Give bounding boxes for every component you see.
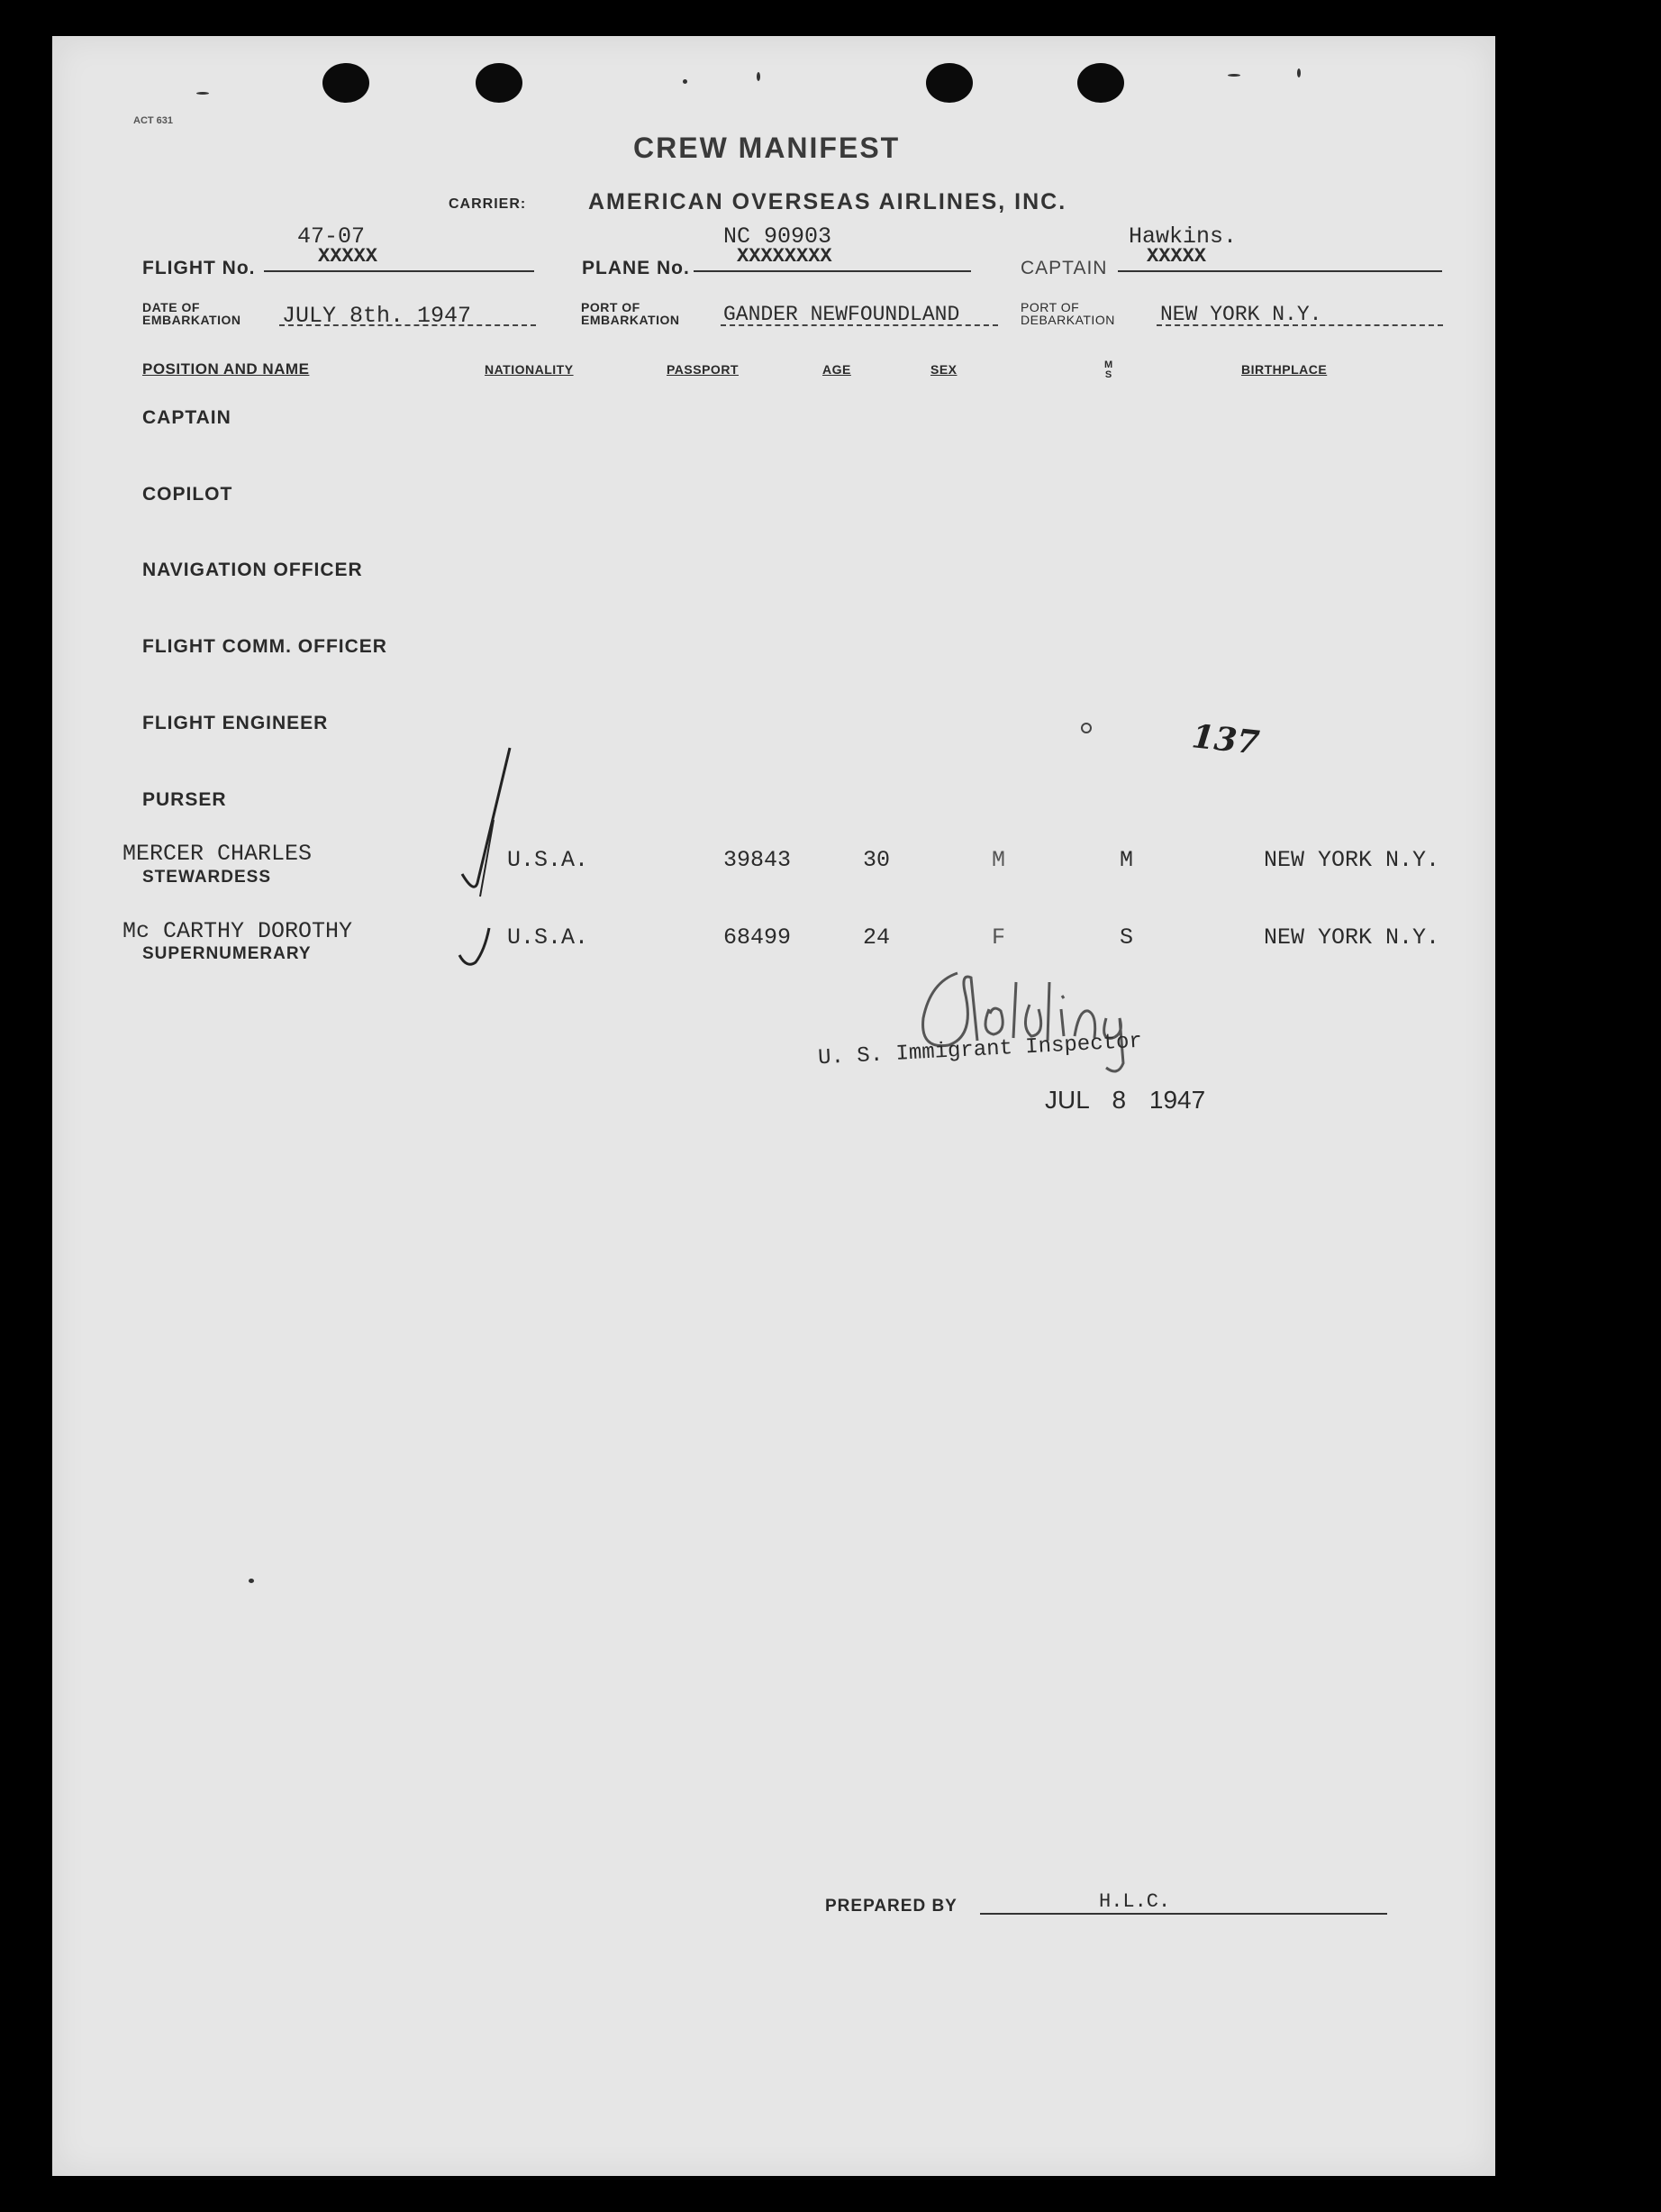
- manifest-page: [52, 36, 1495, 2176]
- crew-birthplace: NEW YORK N.Y.: [1264, 847, 1440, 873]
- speck: [757, 72, 760, 81]
- inspector-title: U. S. Immigrant Inspector: [817, 1029, 1143, 1071]
- crew-age: 24: [863, 924, 891, 951]
- col-marital-status: [1104, 360, 1112, 380]
- plane-struck: XXXXXXXX: [737, 245, 832, 268]
- col-ms-bottom: S: [1104, 369, 1112, 380]
- position-copilot: COPILOT: [142, 484, 233, 505]
- plane-label: PLANE No.: [582, 258, 690, 278]
- port-debarkation: NEW YORK N.Y.: [1160, 303, 1322, 326]
- speck: [196, 92, 209, 95]
- col-position-name: POSITION AND NAME: [142, 360, 310, 378]
- crew-passport: 39843: [723, 847, 792, 873]
- port-dis-underline: [1157, 324, 1443, 326]
- page-title: CREW MANIFEST: [633, 132, 901, 164]
- col-sex: SEX: [930, 362, 958, 377]
- crew-nationality: U.S.A.: [507, 924, 589, 951]
- speck: [249, 1579, 254, 1583]
- flight-label: FLIGHT No.: [142, 258, 256, 278]
- date-label-top: DATE OF: [142, 300, 200, 314]
- col-passport: PASSPORT: [667, 362, 739, 377]
- flight-number: 47-07: [297, 223, 366, 250]
- flight-struck: XXXXX: [318, 245, 378, 268]
- crew-sex: M: [992, 847, 1006, 873]
- embarkation-date: JULY 8th. 1947: [282, 303, 472, 329]
- inspector-date-stamp: JUL 8 1947: [1045, 1086, 1206, 1114]
- punch-hole: [322, 63, 369, 103]
- position-captain: CAPTAIN: [142, 407, 231, 428]
- plane-number: NC 90903: [723, 223, 832, 250]
- crew-nationality: U.S.A.: [507, 847, 589, 873]
- port-embarkation: GANDER NEWFOUNDLAND: [723, 303, 960, 326]
- port-embarkation-label: [581, 301, 679, 326]
- col-ms-top: M: [1104, 360, 1113, 370]
- port-debarkation-label: [1021, 301, 1115, 326]
- flight-underline: [264, 270, 534, 272]
- speck: [1297, 68, 1301, 77]
- crew-marital-status: M: [1120, 847, 1134, 873]
- crew-name: Mc CARTHY DOROTHY: [123, 918, 353, 944]
- position-flight-comm-officer: FLIGHT COMM. OFFICER: [142, 636, 387, 657]
- crew-name: MERCER CHARLES: [123, 841, 313, 867]
- carrier-name: AMERICAN OVERSEAS AIRLINES, INC.: [588, 189, 1067, 214]
- col-nationality: NATIONALITY: [485, 362, 574, 377]
- prepared-by-value: H.L.C.: [1099, 1890, 1171, 1913]
- speck: [1081, 723, 1092, 733]
- crew-passport: 68499: [723, 924, 792, 951]
- col-age: AGE: [822, 362, 851, 377]
- carrier-label: CARRIER:: [449, 196, 527, 212]
- crew-position: SUPERNUMERARY: [142, 944, 312, 963]
- speck: [683, 79, 687, 84]
- port-emb-label-top: PORT OF: [581, 300, 640, 314]
- page-number: 137: [1190, 717, 1262, 762]
- crew-sex: F: [992, 924, 1006, 951]
- position-flight-engineer: FLIGHT ENGINEER: [142, 713, 329, 733]
- prepared-by-label: PREPARED BY: [825, 1897, 958, 1916]
- position-navigation-officer: NAVIGATION OFFICER: [142, 560, 363, 580]
- port-emb-underline: [721, 324, 998, 326]
- port-dis-label-top: PORT OF: [1021, 300, 1080, 314]
- captain-name: Hawkins.: [1129, 223, 1238, 250]
- port-dis-label-bottom: DEBARKATION: [1021, 313, 1115, 327]
- col-birthplace: BIRTHPLACE: [1241, 362, 1328, 377]
- captain-label: CAPTAIN: [1021, 258, 1108, 278]
- crew-birthplace: NEW YORK N.Y.: [1264, 924, 1440, 951]
- crew-age: 30: [863, 847, 891, 873]
- form-code: ACT 631: [133, 115, 174, 126]
- plane-underline: [694, 270, 971, 272]
- captain-struck: XXXXX: [1147, 245, 1207, 268]
- date-underline: [279, 324, 536, 326]
- punch-hole: [476, 63, 522, 103]
- date-label-bottom: EMBARKATION: [142, 313, 241, 327]
- punch-hole: [926, 63, 973, 103]
- speck: [1228, 74, 1240, 77]
- crew-position: STEWARDESS: [142, 868, 272, 887]
- date-label: [142, 301, 241, 326]
- punch-hole: [1077, 63, 1124, 103]
- position-purser: PURSER: [142, 789, 227, 810]
- port-emb-label-bottom: EMBARKATION: [581, 313, 680, 327]
- crew-marital-status: S: [1120, 924, 1134, 951]
- prepared-by-underline: [980, 1913, 1387, 1915]
- captain-underline: [1118, 270, 1442, 272]
